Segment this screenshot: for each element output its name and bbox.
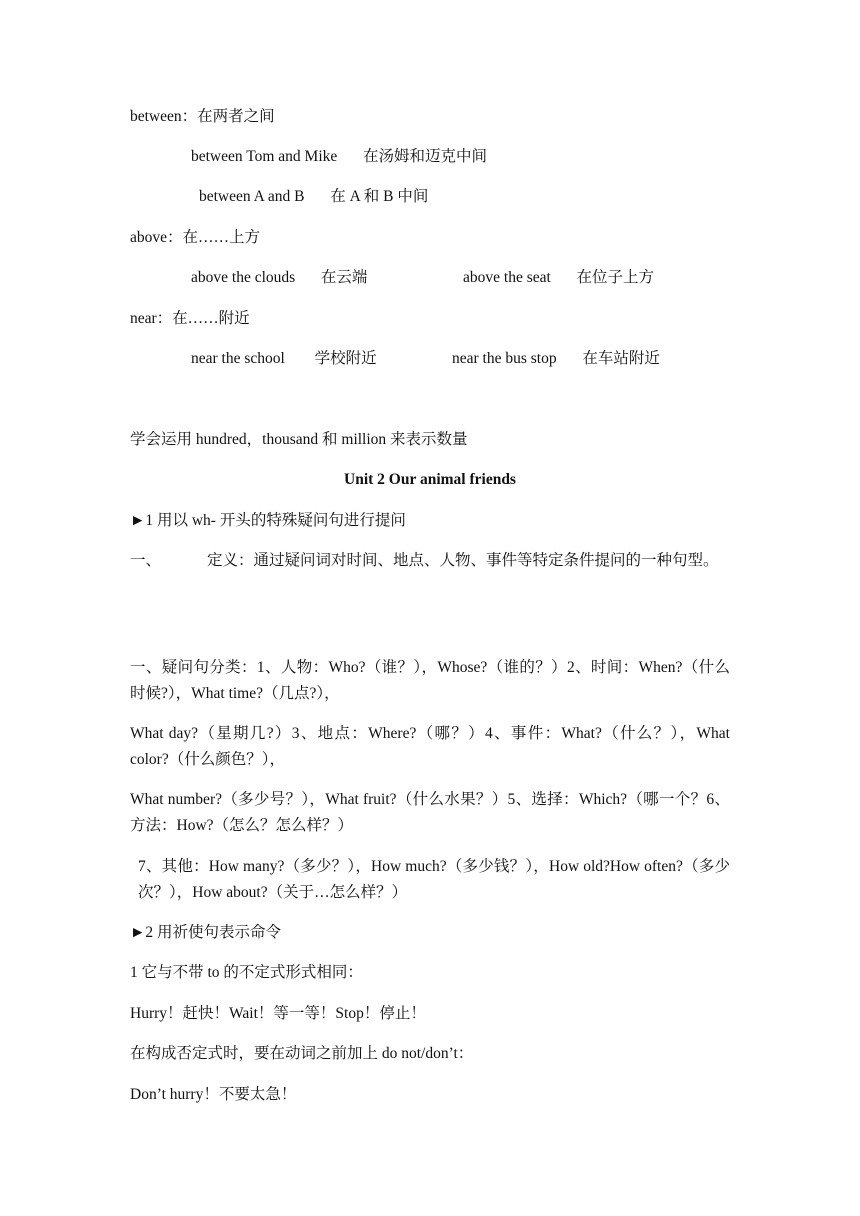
example-en: near the bus stop xyxy=(452,350,557,367)
example-en: above the seat xyxy=(463,269,551,286)
question-categories-2: What day?（星期几?）3、地点：Where?（哪？）4、事件：What?（什么？），What color?（什么颜色？）， xyxy=(130,725,730,768)
example-zh: 在车站附近 xyxy=(582,350,660,367)
example-en: between Tom and Mike xyxy=(191,148,338,165)
unit-title: Unit 2 Our animal friends xyxy=(344,471,516,488)
section1-title: ►1 用以 wh- 开头的特殊疑问句进行提问 xyxy=(130,512,406,529)
question-categories-3: What number?（多少号？），What fruit?（什么水果？）5、选择：Which?（哪一个？6、方法：How?（怎么？怎么样？） xyxy=(130,791,730,834)
imperative-rule-2: 在构成否定式时，要在动词之前加上 do not/don’t： xyxy=(130,1045,474,1062)
near-heading: near：在……附近 xyxy=(130,310,250,327)
above-examples xyxy=(191,265,730,291)
section2-title: ►2 用祈使句表示命令 xyxy=(130,924,281,941)
example-en: above the clouds xyxy=(191,269,296,286)
above-heading: above：在……上方 xyxy=(130,229,261,246)
question-categories-1: 一、疑问句分类：1、人物：Who?（谁？），Whose?（谁的？）2、时间：When?（什么时候?），What time?（几点?）， xyxy=(130,659,730,702)
section1-definition xyxy=(130,548,730,574)
example-zh: 在汤姆和迈克中间 xyxy=(363,148,488,165)
numbers-note: 学会运用 hundred，thousand 和 million 来表示数量 xyxy=(130,431,468,448)
between-heading: between：在两者之间 xyxy=(130,108,275,125)
imperative-examples-2: Don’t hurry！不要太急！ xyxy=(130,1086,297,1103)
example-zh: 学校附近 xyxy=(314,350,377,367)
question-categories-4: 7、其他：How many?（多少？），How much?（多少钱？），How old?How often?（多少次？），How about?（关于…怎么样？） xyxy=(138,858,730,901)
example-zh: 在云端 xyxy=(320,269,368,286)
example-en: near the school xyxy=(191,350,285,367)
near-example-2 xyxy=(452,346,660,372)
example-en: between A and B xyxy=(199,188,305,205)
between-example-1 xyxy=(191,144,730,170)
imperative-rule-1: 1 它与不带 to 的不定式形式相同： xyxy=(130,964,363,981)
above-example-2 xyxy=(463,265,654,291)
example-zh: 在位子上方 xyxy=(576,269,655,286)
between-example-2 xyxy=(199,184,730,210)
definition-text: 定义：通过疑问词对时间、地点、人物、事件等特定条件提问的一种句型。 xyxy=(207,552,719,569)
imperative-examples-1: Hurry！赶快！Wait！等一等！Stop！停止！ xyxy=(130,1005,426,1022)
definition-marker: 一、 xyxy=(130,552,162,569)
near-examples xyxy=(191,346,730,372)
example-zh: 在 A 和 B 中间 xyxy=(330,188,429,205)
